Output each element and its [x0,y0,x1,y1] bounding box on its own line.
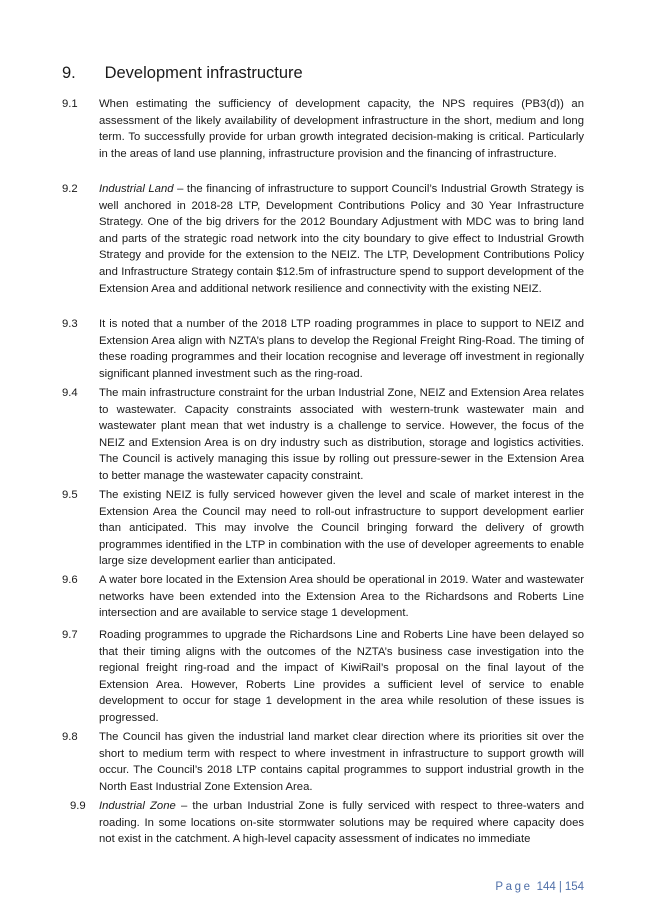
paragraph-body: When estimating the sufficiency of development capacity, the NPS requires (PB3(d)) an assessment of the likely availability of development infrastructure in the short, medium and long term. To successfully provide for urban growth integrated decision-making is critical. Particularly in the areas of land use planning, infrastructure provision and the financing of infrastructure. [99,98,584,160]
paragraph-number: 9.4 [62,387,78,399]
paragraph-body: Roading programmes to upgrade the Richardsons Line and Roberts Line have been delayed so that their timing aligns with the outcomes of the NZTA’s business case investigation into the regional freight ring-road and the impact of KiwiRail’s proposal on the final layout of the Extension Area. However, Roberts Line provides a sufficient level of service to enable development to occur for stage 1 development in the area while resolution of these issues is progressed. [99,629,584,724]
paragraph-number: 9.2 [62,183,78,195]
total-pages: 154 [564,881,584,893]
paragraph [62,729,584,795]
paragraph-number: 9.8 [62,731,78,743]
paragraph-text [99,572,584,622]
section-number: 9. [62,64,76,82]
paragraph [62,181,584,297]
paragraph-number: 9.3 [62,318,78,330]
paragraph-body: – the financing of infrastructure to support Council’s Industrial Growth Strategy is well anchored in 2018-28 LTP, Development Contributions Policy and 30 Year Infrastructure Strategy. One of the big drivers for the 2012 Boundary Adjustment with MDC was to bring land and parts of the strategic road network into the city boundary to give effect to Industrial Growth Strategy and provide for the extension to the NEIZ. The LTP, Development Contributions Policy and Infrastructure Strategy contain $12.5m of infrastructure spend to support development of the Extension Area and additional network resilience and connectivity with the existing NEIZ. [99,183,584,295]
paragraph [62,798,584,848]
paragraph [62,316,584,382]
paragraph-body: The main infrastructure constraint for the urban Industrial Zone, NEIZ and Extension Area relates to wastewater. Capacity constraints associated with western-trunk wastewater main and wastewater plant mean that wet industry is a challenge to service. However, the focus of the NEIZ and Extension Area is on dry industry such as distribution, storage and logistics activities. The Council is actively managing this issue by rolling out pressure-sewer in the Extension Area to better manage the wastewater capacity constraint. [99,387,584,482]
paragraph [62,385,584,485]
paragraph-text [99,487,584,570]
paragraph-text [99,316,584,382]
paragraph-text [99,181,584,297]
paragraph-body: It is noted that a number of the 2018 LTP roading programmes in place to support to NEIZ and Extension Area align with NZTA’s plans to develop the Regional Freight Ring-Road. The timing of these roading programmes and their location recognise and leverage off investment in regionally significant planned investment such as the ring-road. [99,318,584,380]
paragraph [62,96,584,162]
page-footer [450,880,584,894]
paragraph-number: 9.1 [62,98,78,110]
paragraph-body: The existing NEIZ is fully serviced however given the level and scale of market interest in the Extension Area the Council may need to roll-out infrastructure to support development earlier than anticipated. This may involve the Council bringing forward the delivery of growth programmes identified in the LTP in combination with the use of developer agreements to enable large size development earlier than anticipated. [99,489,584,568]
paragraph-text [99,798,584,848]
paragraph-lead: Industrial Zone [99,800,176,812]
paragraph-body: – the urban Industrial Zone is fully serviced with respect to three-waters and roading. In some locations on-site stormwater solutions may be required where capacity does not exist in the catchment. A high-level capacity assessment of indicates no immediate [99,800,584,846]
section-title: Development infrastructure [104,64,303,82]
paragraph-number: 9.7 [62,629,78,641]
paragraph-text [99,385,584,485]
page-separator: | [558,881,562,893]
paragraph-number: 9.6 [62,574,78,586]
paragraph [62,487,584,570]
paragraph-body: A water bore located in the Extension Area should be operational in 2019. Water and wastewater networks have been extended into the Extension Area to the Richardsons and Roberts Line intersection and are available to service stage 1 development. [99,574,584,620]
paragraph-lead: Industrial Land [99,183,174,195]
paragraph-text [99,627,584,727]
paragraph [62,572,584,622]
page-label: Page [495,881,533,893]
paragraph-text [99,96,584,162]
section-heading [62,62,602,84]
paragraph-number: 9.9 [70,800,86,812]
page-number: 144 [536,881,556,893]
paragraph-text [99,729,584,795]
paragraph-body: The Council has given the industrial land market clear direction where its priorities sit over the short to medium term with respect to where investment in infrastructure to support growth will occur. The Council’s 2018 LTP contains capital programmes to support industrial growth in the North East Industrial Zone Extension Area. [99,731,584,793]
paragraph-number: 9.5 [62,489,78,501]
paragraph [62,627,584,727]
